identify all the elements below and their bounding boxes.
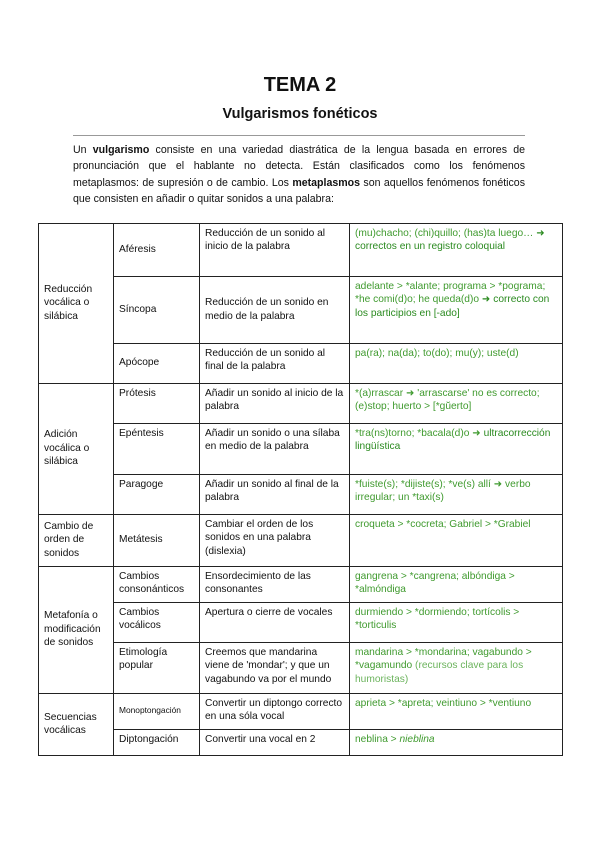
term-vulgarismo: vulgarismo — [92, 144, 150, 156]
category-cell: Secuencias vocálicas — [39, 694, 114, 756]
phenomenon-cell: Apócope — [114, 344, 200, 384]
divider — [73, 135, 525, 136]
table-row — [39, 344, 563, 384]
description-cell: Añadir un sonido al final de la palabra — [200, 475, 350, 515]
example-cell: *(a)rrascar ➜ 'arrascarse' no es correcto; (e)stop; huerto > [*gŭerto] — [350, 384, 563, 424]
metaplasmos-table — [38, 223, 563, 756]
description-cell: Convertir una vocal en 2 — [200, 730, 350, 756]
description-cell: Reducción de un sonido al final de la palabra — [200, 344, 350, 384]
example-cell: *fuiste(s); *dijiste(s); *ve(s) allí ➜ verbo irregular; un *taxi(s) — [350, 475, 563, 515]
description-cell: Reducción de un sonido en medio de la palabra — [200, 277, 350, 344]
description-cell: Ensordecimiento de las consonantes — [200, 567, 350, 603]
phenomenon-cell: Prótesis — [114, 384, 200, 424]
table-row — [39, 567, 563, 603]
page-subtitle: Vulgarismos fonéticos — [222, 106, 378, 122]
description-cell: Convertir un diptongo correcto en una sóla vocal — [200, 694, 350, 730]
category-cell: Cambio de orden de sonidos — [39, 515, 114, 567]
table-row — [39, 224, 563, 277]
phenomenon-cell: Etimología popular — [114, 643, 200, 694]
table-row — [39, 730, 563, 756]
table-row — [39, 475, 563, 515]
example-cell: pa(ra); na(da); to(do); mu(y); uste(d) — [350, 344, 563, 384]
phenomenon-cell: Metátesis — [114, 515, 200, 567]
table-row — [39, 694, 563, 730]
example-cell: aprieta > *apreta; veintiuno > *ventiuno — [350, 694, 563, 730]
phenomenon-cell: Diptongación — [114, 730, 200, 756]
description-cell: Apertura o cierre de vocales — [200, 603, 350, 643]
description-cell: Creemos que mandarina viene de 'mondar'; y que un vagabundo va por el mundo — [200, 643, 350, 694]
example-cell: *tra(ns)torno; *bacala(d)o ➜ ultracorrección lingüística — [350, 424, 563, 475]
table-row — [39, 384, 563, 424]
category-cell: Reducción vocálica o silábica — [39, 224, 114, 384]
phenomenon-cell: Síncopa — [114, 277, 200, 344]
phenomenon-cell: Cambios consonánticos — [114, 567, 200, 603]
description-cell: Añadir un sonido al inicio de la palabra — [200, 384, 350, 424]
intro-paragraph: Un vulgarismo consiste en una variedad diastrática de la lengua basada en errores de pronunciación que el hablante no detecta. Están clasificados como los fenómenos metaplasmos: de supresión o de cambio. Los metaplasmos son aquellos fenómenos fonéticos que consisten en añadir o quitar sonidos a una palabra: — [73, 144, 525, 206]
example-cell: durmiendo > *dormiendo; tortícolis > *torticulis — [350, 603, 563, 643]
table-row — [39, 277, 563, 344]
category-cell: Metafonía o modificación de sonidos — [39, 567, 114, 694]
example-cell: neblina > nieblina — [350, 730, 563, 756]
term-metaplasmos: metaplasmos — [292, 176, 361, 189]
example-cell: mandarina > *mondarina; vagabundo > *vagamundo (recursos clave para los humoristas) — [350, 643, 563, 694]
page-title: TEMA 2 — [263, 74, 337, 96]
example-cell: (mu)chacho; (chi)quillo; (has)ta luego… ➜ correctos en un registro coloquial — [350, 224, 563, 277]
example-cell: adelante > *alante; programa > *pograma; *he comi(d)o; he queda(d)o ➜ correcto con los participios en [-ado] — [350, 277, 563, 344]
phenomenon-cell: Epéntesis — [114, 424, 200, 475]
phenomenon-cell: Monoptongación — [114, 694, 200, 730]
phenomenon-cell: Cambios vocálicos — [114, 603, 200, 643]
description-cell: Cambiar el orden de los sonidos en una palabra (dislexia) — [200, 515, 350, 567]
table-row — [39, 515, 563, 567]
category-cell: Adición vocálica o silábica — [39, 384, 114, 515]
description-cell: Reducción de un sonido al inicio de la palabra — [200, 224, 350, 277]
description-cell: Añadir un sonido o una sílaba en medio de la palabra — [200, 424, 350, 475]
example-cell: croqueta > *cocreta; Gabriel > *Grabiel — [350, 515, 563, 567]
phenomenon-cell: Paragoge — [114, 475, 200, 515]
example-cell: gangrena > *cangrena; albóndiga > *almóndiga — [350, 567, 563, 603]
table-row — [39, 603, 563, 643]
phenomenon-cell: Aféresis — [114, 224, 200, 277]
table-row — [39, 643, 563, 694]
table-row — [39, 424, 563, 475]
